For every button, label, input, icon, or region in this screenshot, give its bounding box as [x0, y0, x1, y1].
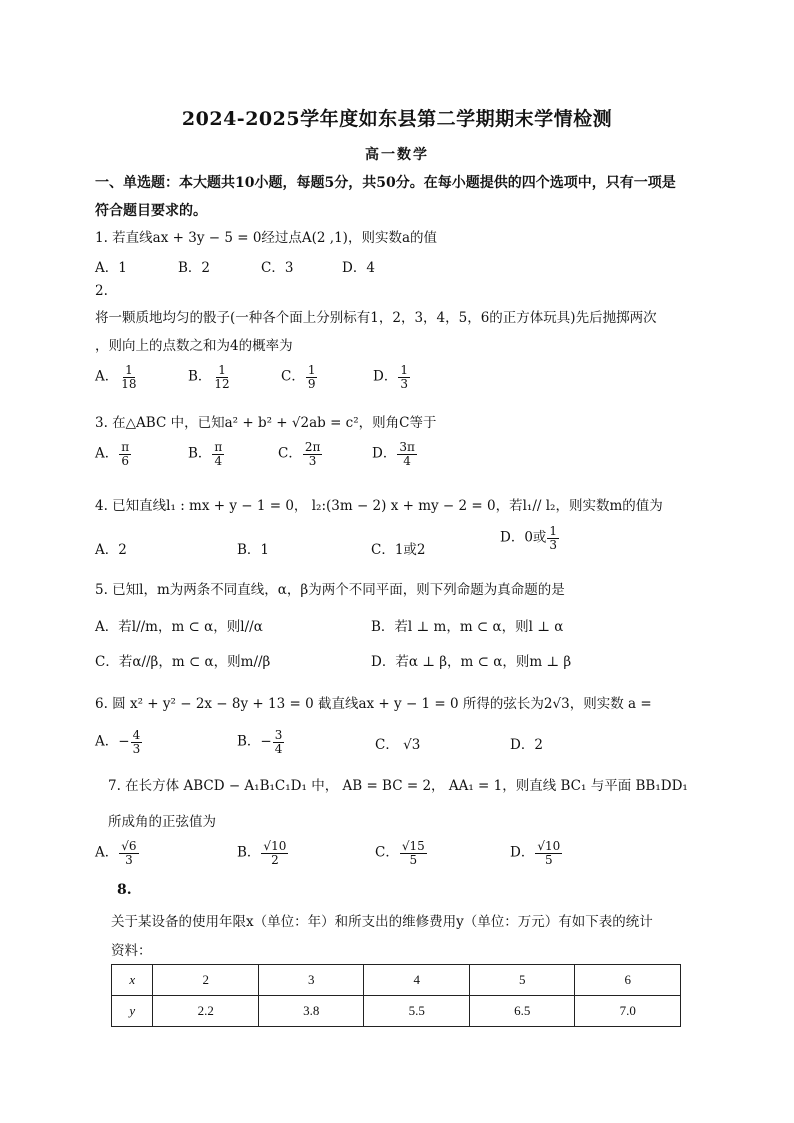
q4-option-c: C．1或2	[371, 542, 426, 558]
question-6: 6. 圆 x² + y² − 2x − 8y + 13 = 0 截直线ax + y − 1 = 0 所得的弦长为2√3，则实数 a =	[95, 696, 652, 712]
table-cell: 6.5	[469, 996, 575, 1027]
table-cell: 5.5	[364, 996, 470, 1027]
q1-option-c: C．3	[261, 260, 294, 276]
q2-option-d: D． $\frac{1}{3}$	[373, 363, 408, 391]
q3-option-d: D． $\frac{3\pi}{4}$	[372, 440, 415, 468]
q6-option-a: A．− $\frac{4}{3}$	[95, 728, 141, 756]
q5-option-c: C．若α//β，m ⊂ α，则m//β	[95, 654, 271, 670]
table-row-x	[112, 965, 681, 996]
table-cell: 7.0	[575, 996, 681, 1027]
table-cell: y	[112, 996, 153, 1027]
q7-option-a: A． $\frac{√6}{3}$	[95, 839, 137, 867]
question-8-line1: 关于某设备的使用年限x（单位：年）和所支出的维修费用y（单位：万元）有如下表的统计	[111, 914, 653, 930]
question-8-line2: 资料：	[111, 943, 152, 959]
q3-option-c: C． $\frac{2\pi}{3}$	[278, 440, 321, 468]
table-cell: 5	[469, 965, 575, 996]
question-8-number: 8.	[117, 882, 132, 898]
q3-option-a: A． $\frac{\pi}{6}$	[95, 440, 130, 468]
q4-option-a: A．2	[95, 542, 127, 558]
page-subtitle: 高一数学	[365, 147, 429, 163]
q1-option-d: D．4	[342, 260, 375, 276]
question-2-line1: 将一颗质地均匀的骰子(一种各个面上分别标有1，2，3，4，5，6的正方体玩具)先后抛掷两次	[95, 310, 657, 326]
q5-option-d: D．若α ⊥ β，m ⊂ α，则m ⊥ β	[371, 654, 572, 670]
table-cell: 3.8	[258, 996, 364, 1027]
question-7-line1: 7. 在长方体 ABCD − A₁B₁C₁D₁ 中， AB = BC = 2， AA₁ = 1，则直线 BC₁ 与平面 BB₁DD₁	[108, 778, 688, 794]
q5-option-a: A．若l//m，m ⊂ α，则l//α	[95, 619, 263, 635]
question-2-line2: ，则向上的点数之和为4的概率为	[95, 338, 293, 354]
q7-option-b: B． $\frac{√10}{2}$	[237, 839, 287, 867]
q1-option-b: B．2	[178, 260, 211, 276]
table-row-y	[112, 996, 681, 1027]
question-5: 5. 已知l，m为两条不同直线，α，β为两个不同平面，则下列命题为真命题的是	[95, 582, 565, 598]
q6-option-d: D．2	[510, 737, 543, 753]
question-2-number: 2.	[95, 283, 108, 299]
section-heading-line2: 符合题目要求的。	[95, 203, 207, 219]
question-1: 1. 若直线ax + 3y − 5 = 0经过点A(2 ,1)，则实数a的值	[95, 230, 438, 246]
q4-option-d: D．0或 $\frac{1}{3}$	[500, 524, 558, 552]
question-3: 3. 在△ABC 中，已知a² + b² + √2ab = c²，则角C等于	[95, 415, 437, 431]
q5-option-b: B．若l ⊥ m，m ⊂ α，则l ⊥ α	[371, 619, 564, 635]
q6-option-c: C． √3	[375, 737, 421, 753]
table-cell: 2.2	[153, 996, 259, 1027]
q2-option-b: B． $\frac{1}{12}$	[188, 363, 230, 391]
table-cell: 2	[153, 965, 259, 996]
question-4: 4. 已知直线l₁ : mx + y − 1 = 0， l₂:(3m − 2) x + my − 2 = 0，若l₁// l₂，则实数m的值为	[95, 498, 663, 514]
table-cell: 6	[575, 965, 681, 996]
table-cell: 4	[364, 965, 470, 996]
q2-option-a: A． $\frac{1}{18}$	[95, 363, 137, 391]
table-cell: x	[112, 965, 153, 996]
q1-option-a: A．1	[95, 260, 127, 276]
page-title: 2024-2025学年度如东县第二学期期末学情检测	[181, 108, 613, 130]
table-cell: 3	[258, 965, 364, 996]
q6-option-b: B．− $\frac{3}{4}$	[237, 728, 283, 756]
question-7-line2: 所成角的正弦值为	[108, 814, 216, 830]
q7-option-d: D． $\frac{√10}{5}$	[510, 839, 561, 867]
q3-option-b: B． $\frac{\pi}{4}$	[188, 440, 223, 468]
section-heading-line1: 一、单选题：本大题共10小题，每题5分，共50分。在每小题提供的四个选项中，只有一项是	[95, 175, 676, 191]
q2-option-c: C． $\frac{1}{9}$	[281, 363, 316, 391]
q4-option-b: B．1	[237, 542, 270, 558]
q7-option-c: C． $\frac{√15}{5}$	[375, 839, 425, 867]
data-table	[111, 964, 681, 1027]
